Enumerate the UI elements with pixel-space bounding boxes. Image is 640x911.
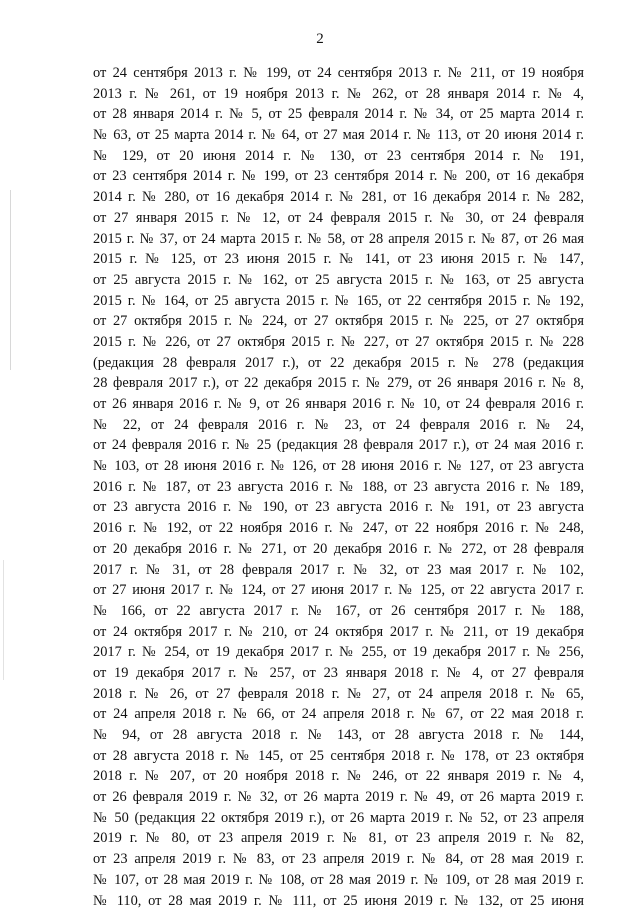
text-line: № 129, от 20 июня 2014 г. № 130, от 23 сентября 2014 г. № 191, bbox=[93, 146, 584, 167]
text-line: от 23 сентября 2014 г. № 199, от 23 сентября 2014 г. № 200, от 16 декабря bbox=[93, 166, 584, 187]
text-line: от 23 апреля 2019 г. № 83, от 23 апреля 2019 г. № 84, от 28 мая 2019 г. bbox=[93, 849, 584, 870]
text-line: 2015 г. № 125, от 23 июня 2015 г. № 141, от 23 июня 2015 г. № 147, bbox=[93, 249, 584, 270]
text-line: № 63, от 25 марта 2014 г. № 64, от 27 мая 2014 г. № 113, от 20 июня 2014 г. bbox=[93, 125, 584, 146]
text-line: от 23 августа 2016 г. № 190, от 23 августа 2016 г. № 191, от 23 августа bbox=[93, 497, 584, 518]
text-line: № 50 (редакция 22 октября 2019 г.), от 26 марта 2019 г. № 52, от 23 апреля bbox=[93, 808, 584, 829]
text-line: от 27 января 2015 г. № 12, от 24 февраля 2015 г. № 30, от 24 февраля bbox=[93, 208, 584, 229]
text-line: № 110, от 28 мая 2019 г. № 111, от 25 июня 2019 г. № 132, от 25 июня bbox=[93, 891, 584, 911]
text-line: от 28 августа 2018 г. № 145, от 25 сентября 2018 г. № 178, от 23 октября bbox=[93, 746, 584, 767]
text-line: от 24 апреля 2018 г. № 66, от 24 апреля 2018 г. № 67, от 22 мая 2018 г. bbox=[93, 704, 584, 725]
text-line: от 24 февраля 2016 г. № 25 (редакция 28 февраля 2017 г.), от 24 мая 2016 г. bbox=[93, 435, 584, 456]
scan-edge-mark bbox=[10, 190, 11, 370]
text-line: 2015 г. № 164, от 25 августа 2015 г. № 165, от 22 сентября 2015 г. № 192, bbox=[93, 291, 584, 312]
text-line: от 19 декабря 2017 г. № 257, от 23 января 2018 г. № 4, от 27 февраля bbox=[93, 663, 584, 684]
text-line: № 22, от 24 февраля 2016 г. № 23, от 24 февраля 2016 г. № 24, bbox=[93, 415, 584, 436]
text-line: 2018 г. № 26, от 27 февраля 2018 г. № 27, от 24 апреля 2018 г. № 65, bbox=[93, 684, 584, 705]
scan-edge-mark bbox=[3, 560, 4, 680]
text-line: 2017 г. № 31, от 28 февраля 2017 г. № 32, от 23 мая 2017 г. № 102, bbox=[93, 560, 584, 581]
text-line: 2018 г. № 207, от 20 ноября 2018 г. № 246, от 22 января 2019 г. № 4, bbox=[93, 766, 584, 787]
text-line: от 20 декабря 2016 г. № 271, от 20 декабря 2016 г. № 272, от 28 февраля bbox=[93, 539, 584, 560]
text-line: 2013 г. № 261, от 19 ноября 2013 г. № 262, от 28 января 2014 г. № 4, bbox=[93, 84, 584, 105]
text-line: 28 февраля 2017 г.), от 22 декабря 2015 г. № 279, от 26 января 2016 г. № 8, bbox=[93, 373, 584, 394]
text-line: от 25 августа 2015 г. № 162, от 25 августа 2015 г. № 163, от 25 августа bbox=[93, 270, 584, 291]
text-line: 2017 г. № 254, от 19 декабря 2017 г. № 255, от 19 декабря 2017 г. № 256, bbox=[93, 642, 584, 663]
text-line: № 166, от 22 августа 2017 г. № 167, от 26 сентября 2017 г. № 188, bbox=[93, 601, 584, 622]
text-line: от 28 января 2014 г. № 5, от 25 февраля 2014 г. № 34, от 25 марта 2014 г. bbox=[93, 104, 584, 125]
text-line: 2016 г. № 187, от 23 августа 2016 г. № 188, от 23 августа 2016 г. № 189, bbox=[93, 477, 584, 498]
text-line: 2014 г. № 280, от 16 декабря 2014 г. № 281, от 16 декабря 2014 г. № 282, bbox=[93, 187, 584, 208]
text-line: от 26 февраля 2019 г. № 32, от 26 марта 2019 г. № 49, от 26 марта 2019 г. bbox=[93, 787, 584, 808]
text-line: 2015 г. № 37, от 24 марта 2015 г. № 58, от 28 апреля 2015 г. № 87, от 26 мая bbox=[93, 229, 584, 250]
text-line: № 94, от 28 августа 2018 г. № 143, от 28 августа 2018 г. № 144, bbox=[93, 725, 584, 746]
text-line: от 27 октября 2015 г. № 224, от 27 октября 2015 г. № 225, от 27 октября bbox=[93, 311, 584, 332]
text-line: 2019 г. № 80, от 23 апреля 2019 г. № 81, от 23 апреля 2019 г. № 82, bbox=[93, 828, 584, 849]
text-line: № 107, от 28 мая 2019 г. № 108, от 28 мая 2019 г. № 109, от 28 мая 2019 г. bbox=[93, 870, 584, 891]
text-line: № 103, от 28 июня 2016 г. № 126, от 28 июня 2016 г. № 127, от 23 августа bbox=[93, 456, 584, 477]
document-body bbox=[93, 63, 584, 911]
text-line: от 26 января 2016 г. № 9, от 26 января 2016 г. № 10, от 24 февраля 2016 г. bbox=[93, 394, 584, 415]
text-line: от 24 сентября 2013 г. № 199, от 24 сентября 2013 г. № 211, от 19 ноября bbox=[93, 63, 584, 84]
text-line: от 24 октября 2017 г. № 210, от 24 октября 2017 г. № 211, от 19 декабря bbox=[93, 622, 584, 643]
page-number: 2 bbox=[0, 30, 640, 48]
text-line: от 27 июня 2017 г. № 124, от 27 июня 2017 г. № 125, от 22 августа 2017 г. bbox=[93, 580, 584, 601]
text-line: 2016 г. № 192, от 22 ноября 2016 г. № 247, от 22 ноября 2016 г. № 248, bbox=[93, 518, 584, 539]
text-line: 2015 г. № 226, от 27 октября 2015 г. № 227, от 27 октября 2015 г. № 228 bbox=[93, 332, 584, 353]
text-line: (редакция 28 февраля 2017 г.), от 22 декабря 2015 г. № 278 (редакция bbox=[93, 353, 584, 374]
